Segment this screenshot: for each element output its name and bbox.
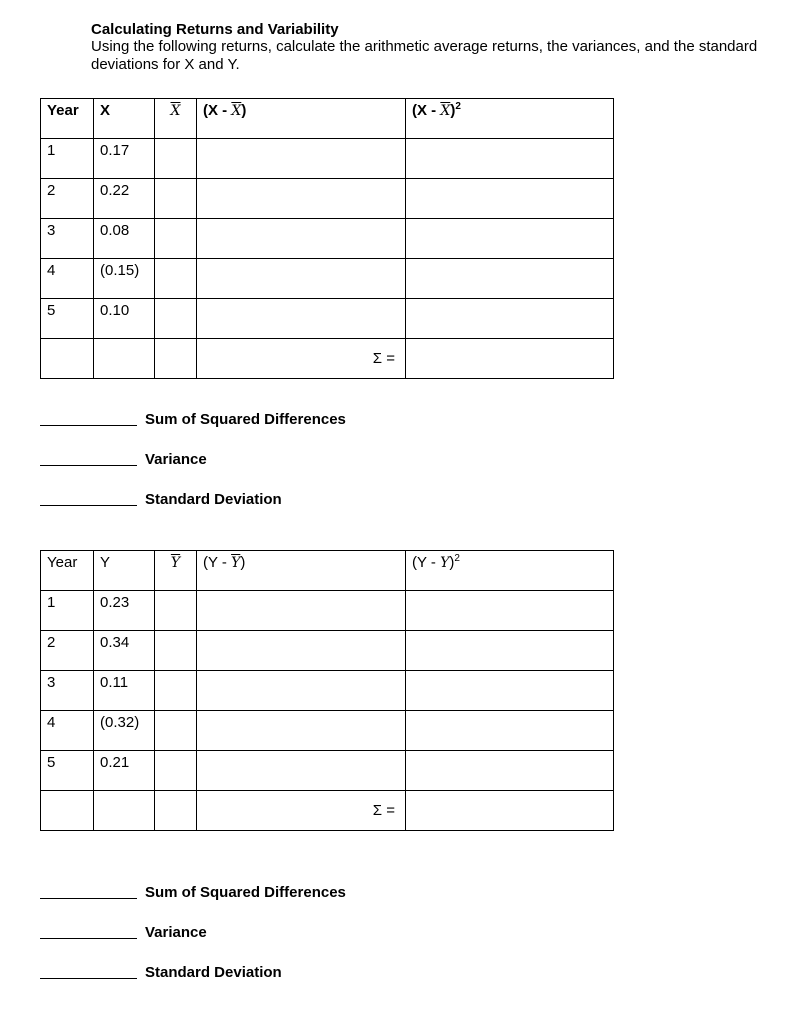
header-y: Y [94, 551, 155, 591]
table-row [41, 299, 614, 339]
header-x-mean [155, 99, 197, 139]
y-value-cell: 0.21 [94, 751, 155, 791]
empty-cell [155, 339, 197, 379]
answer-blank[interactable] [40, 964, 137, 979]
deviation-cell[interactable] [197, 671, 406, 711]
empty-cell [94, 339, 155, 379]
mean-cell[interactable] [155, 259, 197, 299]
table-row [41, 219, 614, 259]
variance-label: Variance [145, 451, 207, 468]
table-row [41, 179, 614, 219]
header-x-deviation: $(X - \overline{X})$ [197, 99, 406, 139]
year-cell: 3 [41, 219, 94, 259]
answer-blank[interactable] [40, 884, 137, 899]
squared-deviation-cell[interactable] [406, 591, 614, 631]
deviation-cell[interactable] [197, 711, 406, 751]
header-y-deviation: $(Y - \overline{Y})$ [197, 551, 406, 591]
table-x-header-row [41, 99, 614, 139]
y-value-cell: 0.11 [94, 671, 155, 711]
empty-cell [41, 791, 94, 831]
summary-line [40, 964, 346, 1004]
header-x: X [94, 99, 155, 139]
table-row [41, 711, 614, 751]
table-row [41, 631, 614, 671]
summary-line [40, 451, 346, 491]
squared-deviation-cell[interactable] [406, 631, 614, 671]
header-y-squared-deviation: (Y - Y)$^2$ [406, 551, 614, 591]
table-row [41, 259, 614, 299]
mean-cell[interactable] [155, 219, 197, 259]
sum-answer-cell[interactable] [406, 339, 614, 379]
y-value-cell: 0.34 [94, 631, 155, 671]
answer-blank[interactable] [40, 451, 137, 466]
x-value-cell: 0.10 [94, 299, 155, 339]
year-cell: 2 [41, 631, 94, 671]
sum-label: Σ = [197, 339, 406, 379]
mean-cell[interactable] [155, 139, 197, 179]
deviation-cell[interactable] [197, 259, 406, 299]
sum-row [41, 791, 614, 831]
worksheet-title: Calculating Returns and Variability [91, 21, 339, 38]
table-row [41, 591, 614, 631]
year-cell: 5 [41, 299, 94, 339]
sum-answer-cell[interactable] [406, 791, 614, 831]
table-row [41, 751, 614, 791]
x-bar-symbol: $\overline{X}$ [440, 103, 451, 119]
deviation-cell[interactable] [197, 299, 406, 339]
summary-line [40, 924, 346, 964]
answer-blank[interactable] [40, 491, 137, 506]
summary-line [40, 884, 346, 924]
worksheet-header [91, 21, 801, 74]
year-cell: 4 [41, 711, 94, 751]
header-y-mean [155, 551, 197, 591]
mean-cell[interactable] [155, 711, 197, 751]
mean-cell[interactable] [155, 751, 197, 791]
deviation-cell[interactable] [197, 591, 406, 631]
deviation-cell[interactable] [197, 139, 406, 179]
squared-deviation-cell[interactable] [406, 179, 614, 219]
table-y [40, 550, 614, 831]
summary-y [40, 884, 346, 1004]
table-row [41, 139, 614, 179]
summary-line [40, 411, 346, 451]
sum-of-squares-label: Sum of Squared Differences [145, 411, 346, 428]
x-value-cell: 0.17 [94, 139, 155, 179]
empty-cell [155, 791, 197, 831]
y-bar-symbol: $\overline{Y}$ [170, 555, 181, 571]
mean-cell[interactable] [155, 591, 197, 631]
header-year: Year [41, 99, 94, 139]
squared-deviation-cell[interactable] [406, 299, 614, 339]
mean-cell[interactable] [155, 299, 197, 339]
y-value-cell: 0.23 [94, 591, 155, 631]
answer-blank[interactable] [40, 924, 137, 939]
summary-line [40, 491, 346, 531]
squared-deviation-cell[interactable] [406, 711, 614, 751]
x-bar-symbol: $\overline{X}$ [170, 103, 181, 119]
mean-cell[interactable] [155, 671, 197, 711]
standard-deviation-label: Standard Deviation [145, 491, 282, 508]
table-y-header-row [41, 551, 614, 591]
sum-row [41, 339, 614, 379]
x-bar-symbol: $\overline{X}$ [231, 103, 242, 119]
deviation-cell[interactable] [197, 179, 406, 219]
squared-deviation-cell[interactable] [406, 751, 614, 791]
sum-label: Σ = [197, 791, 406, 831]
table-row [41, 671, 614, 711]
x-value-cell: 0.22 [94, 179, 155, 219]
summary-x [40, 411, 346, 531]
x-value-cell: (0.15) [94, 259, 155, 299]
instructions-text: Using the following returns, calculate the arithmetic average returns, the variances, and the standard deviations for X and Y. [91, 38, 758, 73]
year-cell: 1 [41, 139, 94, 179]
year-cell: 5 [41, 751, 94, 791]
y-value-cell: (0.32) [94, 711, 155, 751]
year-cell: 4 [41, 259, 94, 299]
header-x-squared-deviation: $(X - \overline{X})^2$ [406, 99, 614, 139]
squared-deviation-cell[interactable] [406, 259, 614, 299]
x-value-cell: 0.08 [94, 219, 155, 259]
year-cell: 2 [41, 179, 94, 219]
header-year: Year [41, 551, 94, 591]
variance-label: Variance [145, 924, 207, 941]
squared-deviation-cell[interactable] [406, 219, 614, 259]
empty-cell [41, 339, 94, 379]
answer-blank[interactable] [40, 411, 137, 426]
year-cell: 1 [41, 591, 94, 631]
mean-cell[interactable] [155, 631, 197, 671]
squared-deviation-cell[interactable] [406, 139, 614, 179]
year-cell: 3 [41, 671, 94, 711]
deviation-cell[interactable] [197, 219, 406, 259]
y-bar-symbol: $\overline{Y}$ [231, 555, 241, 571]
standard-deviation-label: Standard Deviation [145, 964, 282, 981]
deviation-cell[interactable] [197, 751, 406, 791]
empty-cell [94, 791, 155, 831]
y-symbol: Y [440, 555, 450, 571]
table-x [40, 98, 614, 379]
mean-cell[interactable] [155, 179, 197, 219]
deviation-cell[interactable] [197, 631, 406, 671]
sum-of-squares-label: Sum of Squared Differences [145, 884, 346, 901]
squared-deviation-cell[interactable] [406, 671, 614, 711]
